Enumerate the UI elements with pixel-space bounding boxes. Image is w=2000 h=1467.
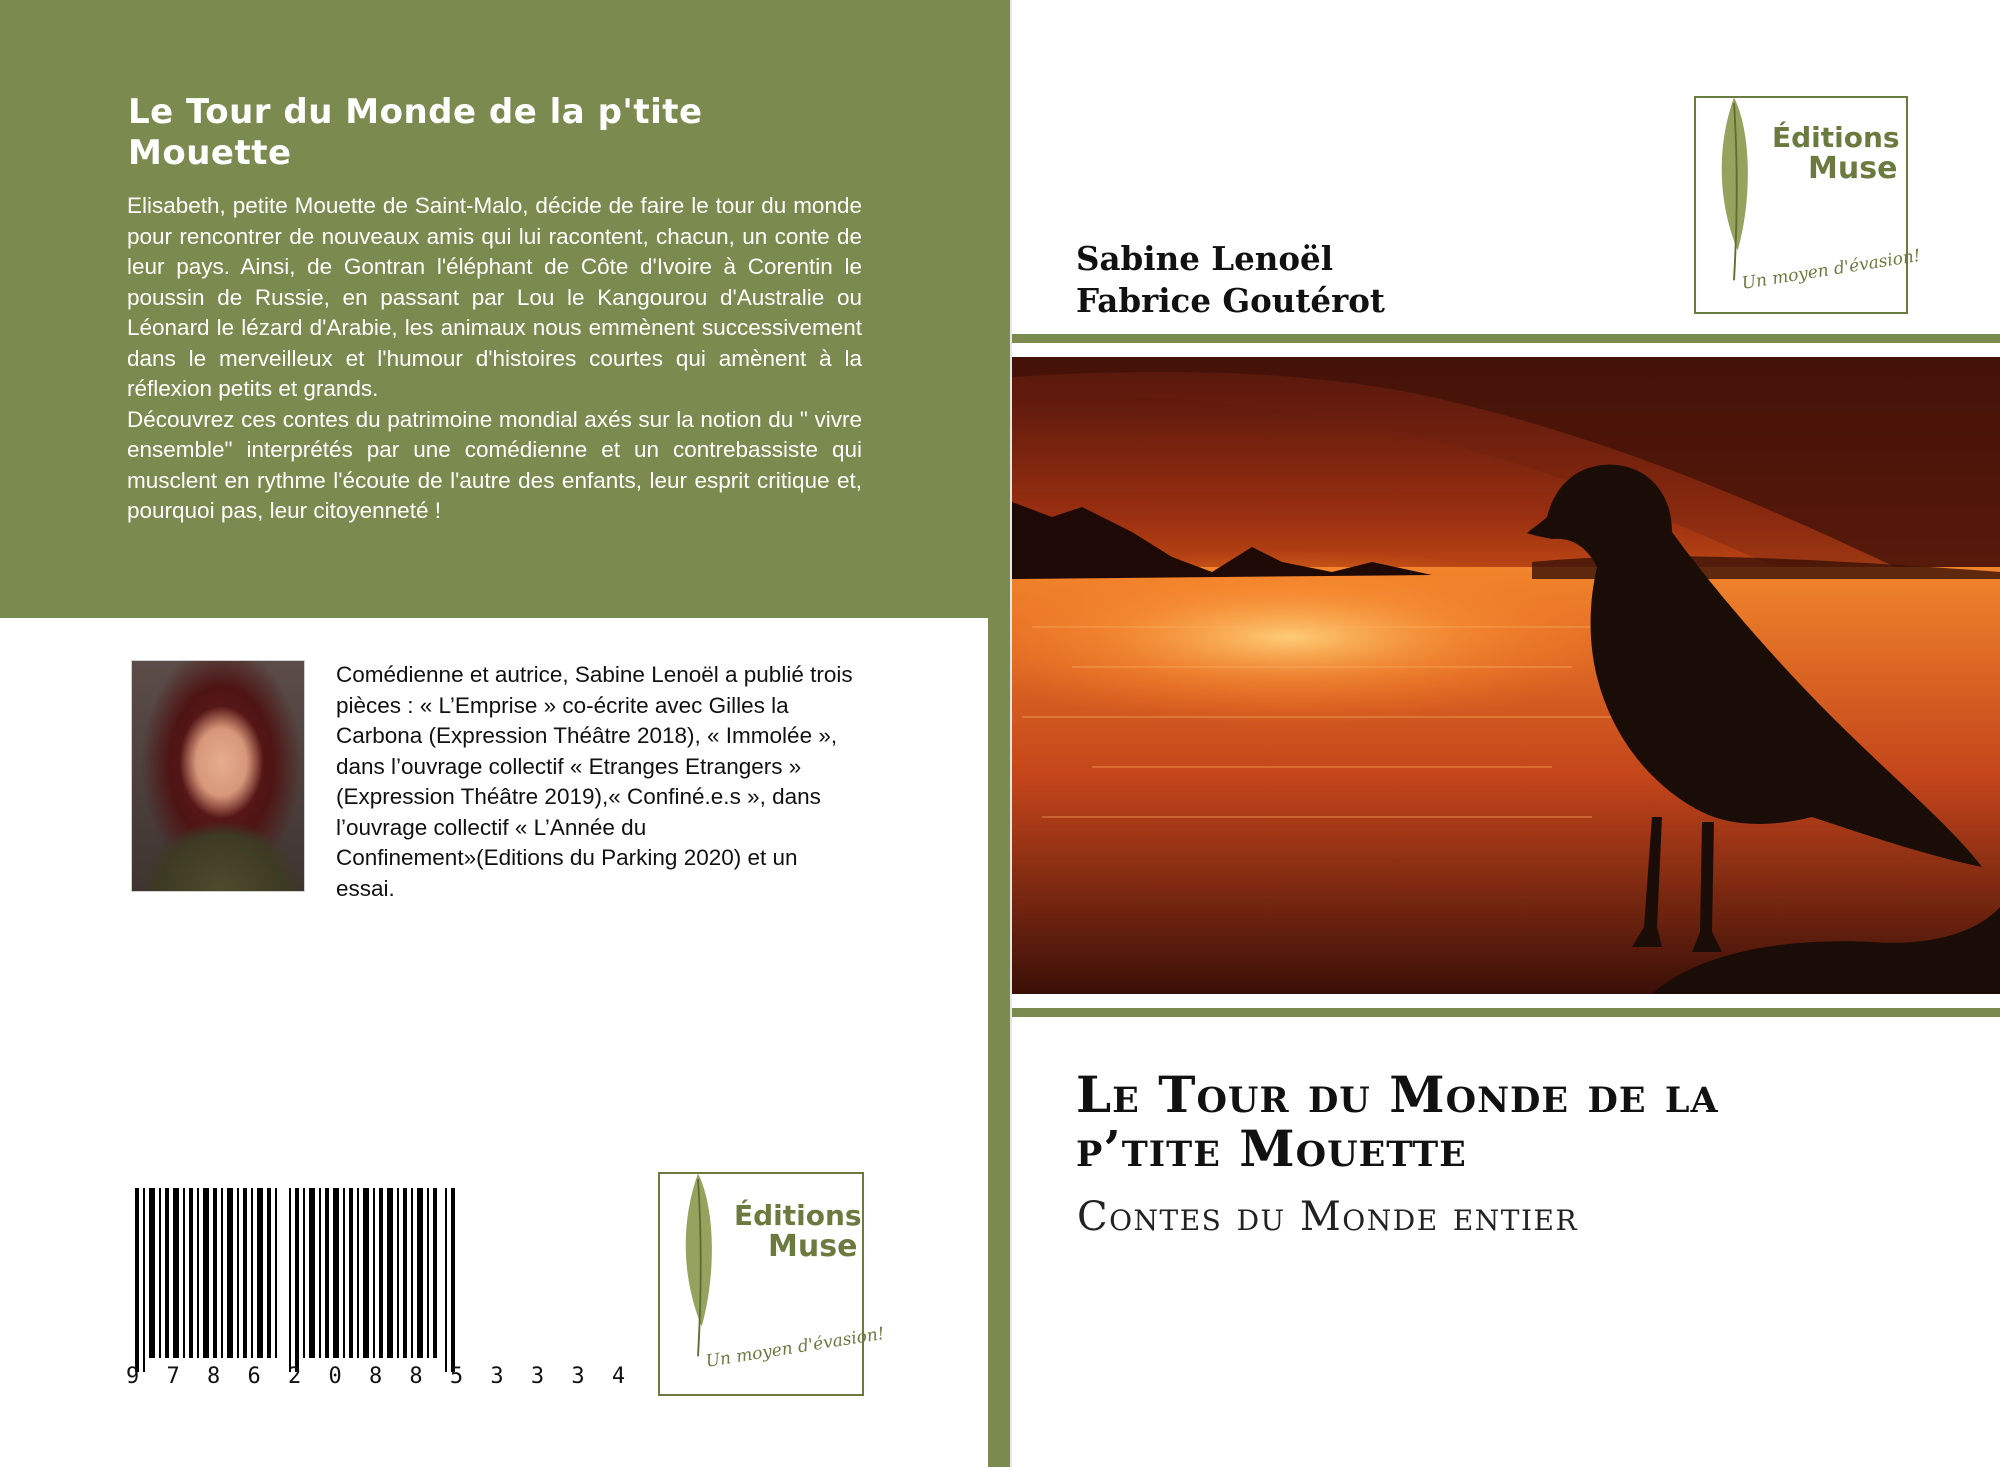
spine-strip bbox=[988, 618, 1010, 1467]
barcode-icon bbox=[135, 1188, 461, 1372]
author-name-1: Sabine Lenoël bbox=[1076, 239, 1334, 278]
front-authors bbox=[1076, 238, 1385, 322]
author-bio-text: Comédienne et autrice, Sabine Lenoël a publié trois pièces : « L’Emprise » co-écrite avec Gilles la Carbona (Expression Théâtre 2018), « Immolée », dans l’ouvrage collectif « Etranges Etrangers » (Expression Théâtre 2019),« Confiné.e.s », dans l’ouvrage collectif « L’Année du Confinement»(Editions du Parking 2020) et un essai. bbox=[336, 662, 853, 901]
author-bio bbox=[336, 660, 856, 904]
blurb-paragraph-1: Elisabeth, petite Mouette de Saint-Malo, décide de faire le tour du monde pour rencontrer de nouveaux amis qui lui racontent, chacun, un conte de leur pays. Ainsi, de Gontran l'éléphant de Côte d'Ivoire à Corentin le poussin de Russie, en passant par Lou le Kangourou d'Australie ou Léonard le lézard d'Arabie, les animaux nous emmènent successivement dans le merveilleux et l'humour d'histoires courtes qui amènent à la réflexion petits et grands. bbox=[127, 193, 862, 401]
back-title-line-1: Le Tour du Monde de la p'tite bbox=[128, 92, 703, 132]
divider-top bbox=[1012, 334, 2000, 343]
author-name-2: Fabrice Goutérot bbox=[1076, 281, 1385, 320]
blurb-paragraph-2: Découvrez ces contes du patrimoine mondial axés sur la notion du " vivre ensemble" interprétés par une comédienne et un contrebassiste qui musclent en rythme l'écoute de l'autre des enfants, leur esprit critique et, pourquoi pas, leur citoyenneté ! bbox=[127, 406, 862, 523]
logo-name-line-2: Muse bbox=[768, 1229, 858, 1264]
logo-name-line-1: Éditions bbox=[1772, 121, 1900, 154]
front-title-line-2: p’tite Mouette bbox=[1076, 1119, 1467, 1178]
back-title-line-2: Mouette bbox=[128, 133, 292, 173]
logo-name-line-1: Éditions bbox=[734, 1199, 862, 1232]
divider-bottom bbox=[1012, 1008, 2000, 1017]
front-subtitle: Contes du Monde entier bbox=[1077, 1194, 1579, 1240]
front-title bbox=[1076, 1065, 1956, 1178]
feather-icon bbox=[1706, 74, 1762, 300]
back-cover-blurb bbox=[127, 191, 862, 527]
author-photo bbox=[131, 660, 305, 892]
feather-icon bbox=[670, 1150, 726, 1376]
back-cover-title bbox=[128, 92, 768, 174]
isbn-digits: 9 7 8 6 2 0 8 8 5 3 3 3 4 bbox=[126, 1364, 633, 1389]
logo-name-line-2: Muse bbox=[1808, 151, 1898, 186]
cover-illustration-seagull-sunset bbox=[1012, 357, 2000, 994]
logo-tagline: Un moyen d'évasion! bbox=[704, 1323, 886, 1372]
publisher-logo-back bbox=[658, 1172, 886, 1396]
logo-tagline: Un moyen d'évasion! bbox=[1740, 245, 1922, 294]
front-title-line-1: Le Tour du Monde de la bbox=[1076, 1065, 1719, 1124]
publisher-logo-front bbox=[1694, 96, 1922, 314]
